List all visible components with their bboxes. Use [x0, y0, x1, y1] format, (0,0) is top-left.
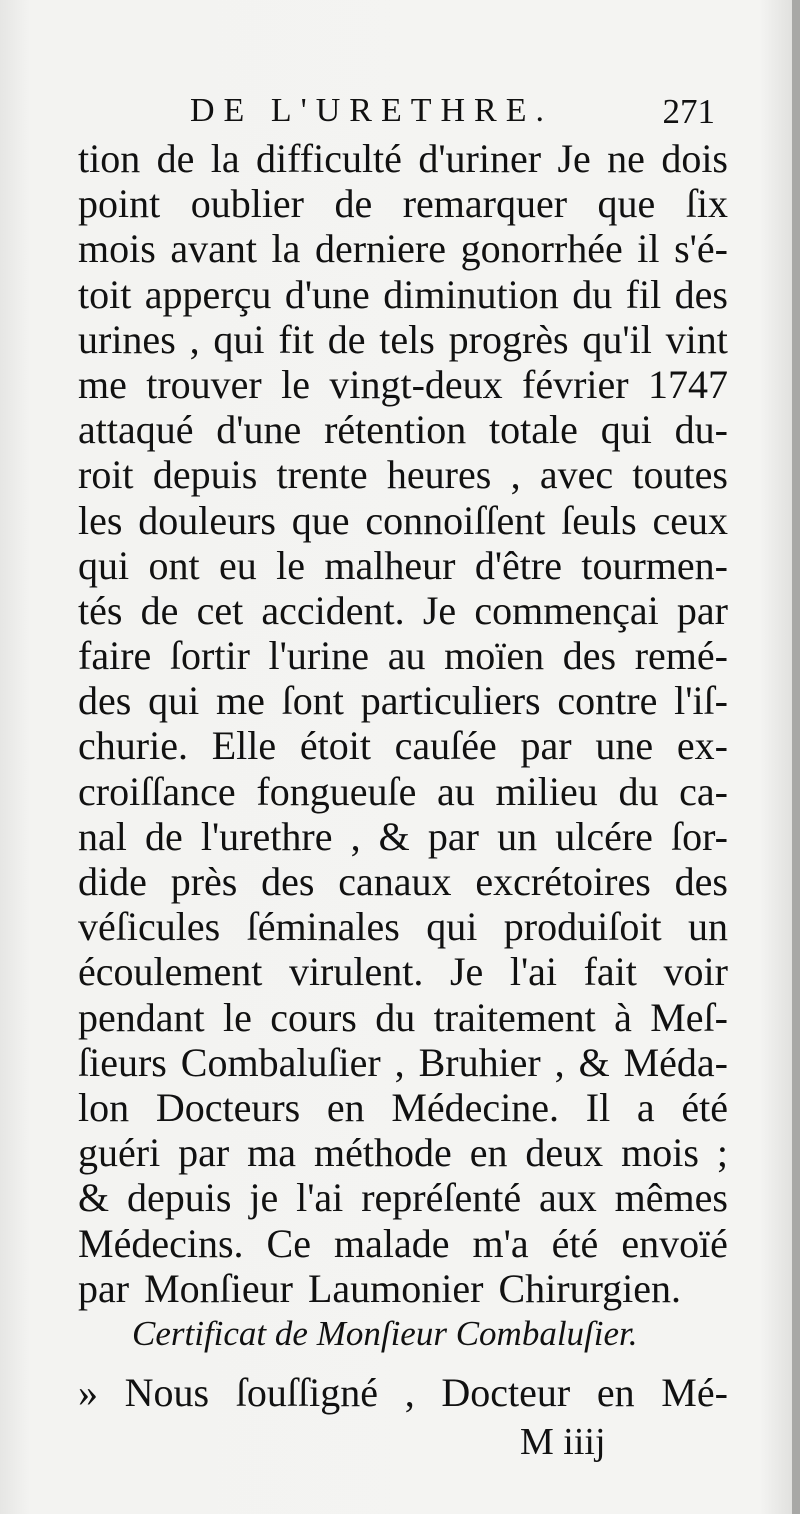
text-word: eu — [219, 542, 257, 588]
text-word: & — [578, 1039, 610, 1085]
text-word: de — [334, 181, 373, 227]
text-word: depuis — [152, 452, 258, 498]
text-word: du — [572, 271, 613, 317]
text-word: repréſenté — [361, 1175, 522, 1221]
text-word: d'uriner — [418, 136, 542, 181]
text-word: attaqué — [78, 407, 194, 453]
text-word: commençai — [474, 587, 659, 633]
text-word: heures — [386, 452, 492, 498]
text-word: envoïé — [621, 1220, 728, 1266]
text-word: croiſſance — [78, 768, 236, 814]
page-number: 271 — [662, 92, 715, 131]
text-word: qui — [148, 678, 200, 724]
text-line — [78, 1085, 728, 1130]
text-word: par — [178, 1130, 230, 1176]
page-header — [190, 92, 715, 134]
text-word: un — [497, 813, 538, 859]
text-word: depuis — [127, 1175, 232, 1221]
text-word: Médecine. — [391, 1084, 560, 1130]
text-word: la — [271, 226, 301, 272]
quote-word: Docteur — [441, 1370, 571, 1415]
text-line — [78, 723, 728, 768]
text-word: l'ai — [296, 1175, 344, 1221]
text-word: difficulté — [256, 136, 402, 181]
text-word: ; — [716, 1130, 728, 1176]
text-word: mois — [78, 226, 156, 272]
text-word: l'ai — [509, 949, 558, 995]
text-word: lon — [78, 1084, 130, 1130]
text-line — [78, 1130, 728, 1175]
text-word: l'iſ- — [674, 678, 728, 724]
text-word: des — [674, 859, 728, 904]
text-word: Bruhier — [418, 1039, 541, 1085]
text-word: fit — [278, 316, 314, 362]
text-word: qui — [600, 407, 652, 453]
text-word: je — [249, 1175, 279, 1221]
text-word: par — [520, 723, 572, 769]
text-word: faire — [78, 633, 152, 679]
text-word: Monſieur — [144, 1265, 293, 1311]
text-word: ſieurs — [78, 1039, 167, 1085]
text-line — [78, 136, 728, 181]
text-word: Elle — [211, 723, 277, 769]
text-word: canaux — [338, 859, 452, 904]
text-word: vint — [665, 316, 728, 362]
text-word: 1747 — [647, 361, 728, 407]
text-word: churie. — [78, 723, 188, 769]
text-word: véſicules — [78, 904, 221, 950]
text-word: Il — [585, 1084, 611, 1130]
text-word: point — [78, 181, 161, 227]
text-word: , — [554, 1039, 565, 1085]
text-word: produiſoit — [503, 904, 662, 950]
text-word: Médecins. — [78, 1220, 244, 1266]
quote-word: en — [596, 1370, 635, 1415]
text-word: Laumonier — [307, 1265, 484, 1311]
text-line — [78, 543, 728, 588]
text-word: d'être — [474, 542, 562, 588]
text-word: ſix — [685, 181, 728, 227]
text-word: toit — [78, 271, 132, 317]
text-word: douleurs — [138, 497, 276, 543]
text-word: tion — [78, 136, 141, 181]
text-word: le — [222, 994, 252, 1040]
text-word: des — [78, 678, 132, 724]
text-word: été — [551, 1220, 599, 1266]
text-word: fil — [625, 271, 662, 317]
text-word: au — [437, 768, 475, 814]
text-word: dide — [78, 859, 147, 904]
text-line — [78, 949, 728, 994]
main-text-block — [78, 136, 728, 1311]
text-word: du — [618, 768, 659, 814]
text-word: ulcére — [555, 813, 653, 859]
text-word: deux — [525, 1130, 604, 1176]
text-word: qu'il — [582, 316, 652, 362]
text-line — [78, 1221, 728, 1266]
text-word: milieu — [495, 768, 598, 814]
text-word: de — [140, 587, 179, 633]
text-word: été — [681, 1084, 728, 1130]
running-title: DE L'URETHRE. — [190, 92, 553, 129]
text-word: il — [637, 226, 660, 272]
text-word: , — [510, 452, 521, 498]
text-line — [78, 272, 728, 317]
text-word: le — [276, 542, 306, 588]
text-word: gonorrhée — [460, 226, 623, 272]
text-word: trente — [276, 452, 368, 498]
quote-word: Nous — [124, 1370, 210, 1415]
text-line — [78, 769, 728, 814]
text-word: du- — [674, 407, 728, 453]
text-word: Je — [449, 949, 484, 995]
text-line — [78, 1175, 728, 1220]
text-word: qui — [426, 904, 478, 950]
text-word: des — [674, 271, 728, 317]
text-word: aux — [538, 1175, 597, 1221]
text-word: près — [170, 859, 238, 904]
text-word: des — [261, 859, 315, 904]
text-word: mêmes — [614, 1175, 728, 1221]
text-word: trouver — [146, 361, 262, 407]
text-word: ceux — [652, 497, 728, 543]
text-word: malade — [334, 1220, 450, 1266]
text-line — [78, 678, 728, 723]
scan-edge — [792, 0, 800, 1514]
text-word: urines — [78, 316, 176, 362]
text-word: le — [281, 361, 310, 407]
text-word: m'a — [472, 1220, 529, 1266]
text-word: ma — [247, 1130, 297, 1176]
text-line — [78, 1266, 728, 1311]
text-word: de — [327, 316, 366, 362]
text-word: en — [469, 1130, 508, 1176]
text-word: au — [387, 633, 426, 679]
text-line — [78, 633, 728, 678]
text-word: cauſée — [394, 723, 497, 769]
text-word: , — [394, 1039, 405, 1085]
text-word: dois — [661, 136, 728, 181]
text-word: toutes — [632, 452, 728, 498]
text-word: de — [156, 136, 195, 181]
text-word: Méda- — [623, 1039, 728, 1085]
text-line — [78, 226, 728, 271]
text-word: qui — [78, 542, 130, 588]
text-word: ne — [607, 136, 645, 181]
text-word: cours — [270, 994, 357, 1040]
text-word: contre — [557, 678, 658, 724]
text-word: par — [676, 587, 728, 633]
text-word: des — [562, 633, 617, 679]
text-word: ſéminales — [246, 904, 400, 950]
text-word: cet — [196, 587, 244, 633]
text-word: diminution — [383, 271, 559, 317]
text-word: l'urine — [268, 633, 370, 679]
text-word: tourmen- — [581, 542, 728, 588]
text-word: Chirurgien. — [498, 1265, 682, 1311]
text-word: écoulement — [78, 949, 263, 995]
text-word: les — [78, 497, 123, 543]
text-word: , — [350, 813, 361, 859]
text-word: totale — [489, 407, 578, 453]
text-word: malheur — [324, 542, 456, 588]
text-word: en — [326, 1084, 365, 1130]
text-word: que — [291, 497, 350, 543]
text-line — [78, 904, 728, 949]
text-word: s'é- — [674, 226, 728, 272]
quote-word: ſouſſigné — [235, 1370, 379, 1415]
text-word: & — [378, 813, 410, 859]
text-word: derniere — [314, 226, 446, 272]
text-word: Ce — [266, 1220, 311, 1266]
text-word: à — [614, 994, 632, 1040]
text-line — [78, 1040, 728, 1085]
text-word: a — [636, 1084, 655, 1130]
text-word: Docteurs — [155, 1084, 301, 1130]
text-word: par — [427, 813, 479, 859]
text-word: méthode — [314, 1130, 452, 1176]
text-word: connoiſſent — [365, 497, 546, 543]
text-line — [78, 498, 728, 543]
text-word: étoit — [299, 723, 371, 769]
text-word: d'une — [216, 407, 302, 453]
text-word: ca- — [679, 768, 728, 814]
text-word: accident. — [261, 587, 405, 633]
text-line — [78, 317, 728, 362]
text-word: pendant — [78, 994, 205, 1040]
text-word: fongueuſe — [256, 768, 417, 814]
text-line — [78, 859, 728, 904]
text-word: du — [375, 994, 416, 1040]
text-word: , — [189, 316, 200, 362]
text-word: l'urethre — [200, 813, 333, 859]
quote-word: , — [404, 1370, 415, 1415]
text-word: excrétoires — [475, 859, 651, 904]
text-word: d'une — [284, 271, 370, 317]
text-word: roit — [78, 452, 134, 498]
text-word: de — [144, 813, 183, 859]
text-line — [78, 995, 728, 1040]
text-word: & — [78, 1175, 110, 1221]
text-word: guéri — [78, 1130, 161, 1176]
text-word: remé- — [634, 633, 728, 679]
text-word: Combaluſier — [180, 1039, 381, 1085]
text-word: la — [210, 136, 240, 181]
quote-word: » — [78, 1370, 98, 1415]
text-word: avant — [170, 226, 257, 272]
text-word: que — [597, 181, 656, 227]
text-word: voir — [663, 949, 728, 995]
text-word: ſor- — [671, 813, 728, 859]
text-word: apperçu — [144, 271, 272, 317]
text-word: tels — [379, 316, 435, 362]
text-word: tés — [78, 587, 123, 633]
text-word: qui — [213, 316, 265, 362]
text-word: ont — [148, 542, 200, 588]
signature-mark: M iiij — [520, 1421, 606, 1463]
text-word: fait — [583, 949, 637, 995]
quote-word: Mé- — [661, 1370, 728, 1415]
text-word: ex- — [676, 723, 728, 769]
certificate-heading: Certificat de Monſieur Combaluſier. — [132, 1314, 638, 1353]
text-word: ſeuls — [561, 497, 637, 543]
text-word: mois — [621, 1130, 699, 1176]
text-word: moïen — [444, 633, 545, 679]
text-word: une — [595, 723, 654, 769]
text-word: progrès — [448, 316, 569, 362]
text-word: Je — [422, 587, 457, 633]
text-word: oublier — [190, 181, 305, 227]
text-line — [78, 452, 728, 497]
text-word: vingt-deux — [329, 361, 503, 407]
text-word: février — [522, 361, 629, 407]
text-word: remarquer — [402, 181, 568, 227]
text-word: nal — [78, 813, 127, 859]
text-line — [78, 588, 728, 633]
text-word: me — [78, 361, 127, 407]
text-line — [78, 407, 728, 452]
text-word: par — [78, 1265, 130, 1311]
text-word: me — [216, 678, 265, 724]
text-word: Meſ- — [650, 994, 728, 1040]
text-word: un — [687, 904, 728, 950]
text-word: particuliers — [360, 678, 541, 724]
text-line — [78, 181, 728, 226]
text-word: ſortir — [169, 633, 250, 679]
certificate-opening-line — [78, 1370, 728, 1415]
text-word: avec — [539, 452, 614, 498]
text-line — [78, 814, 728, 859]
text-word: rétention — [324, 407, 467, 453]
text-word: virulent. — [288, 949, 424, 995]
text-line — [78, 362, 728, 407]
text-word: Je — [557, 136, 591, 181]
text-word: ſont — [281, 678, 344, 724]
text-word: traitement — [433, 994, 596, 1040]
